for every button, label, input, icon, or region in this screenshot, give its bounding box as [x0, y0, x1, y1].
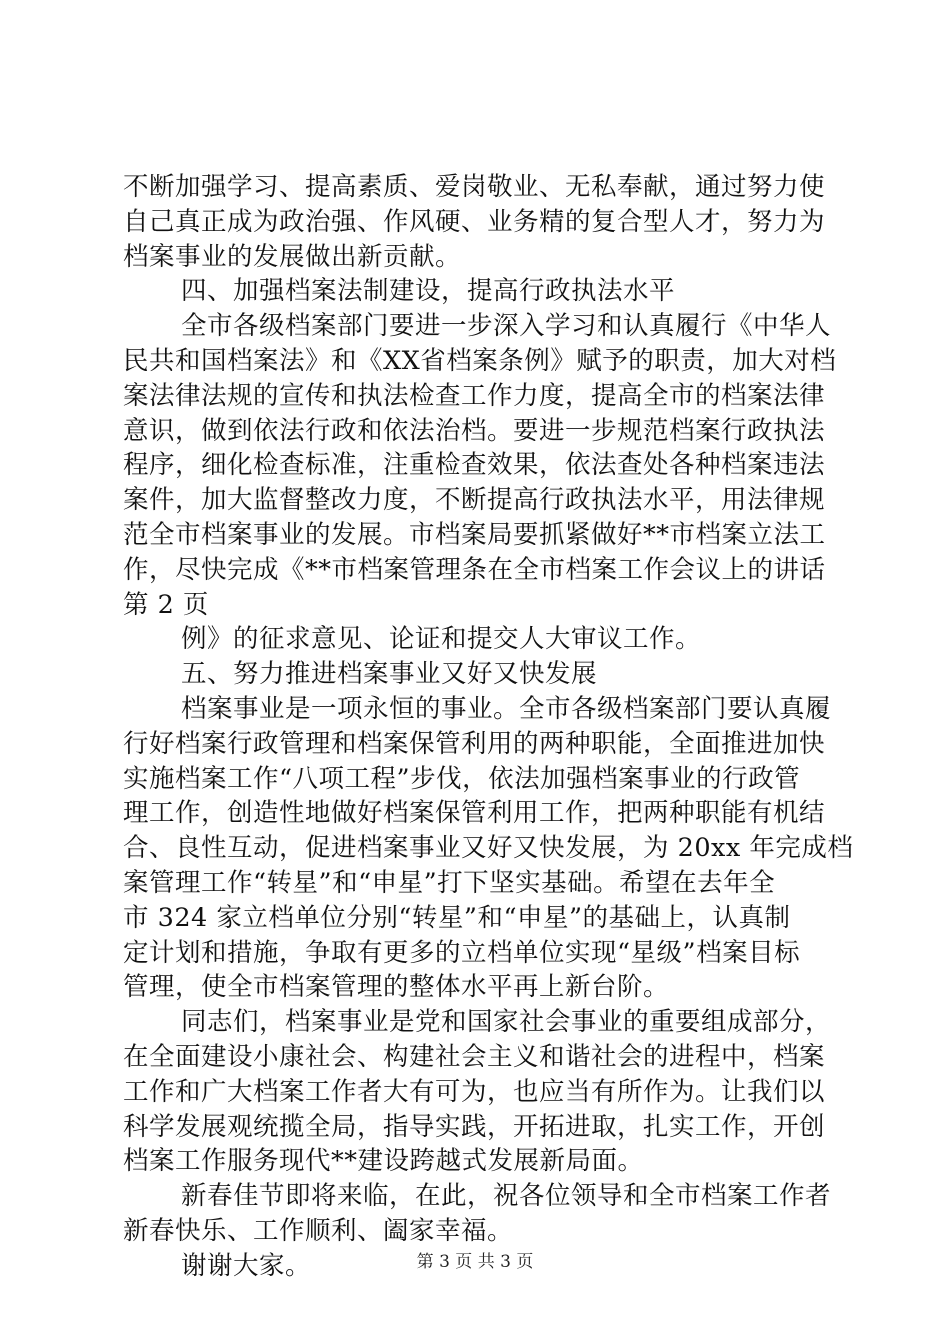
- text-line: 新春佳节即将来临，在此，祝各位领导和全市档案工作者: [181, 1181, 832, 1212]
- page-footer: 第 3 页 共 3 页: [416, 1252, 534, 1272]
- text-line: 理工作，创造性地做好档案保管利用工作，把两种职能有机结: [123, 798, 826, 829]
- text-line: 案管理工作“转星”和“申星”打下坚实基础。希望在去年全: [123, 867, 776, 898]
- text-line: 例》的征求意见、论证和提交人大审议工作。: [181, 624, 702, 655]
- text-line: 五、努力推进档案事业又好又快发展: [181, 659, 598, 690]
- text-line: 民共和国档案法》和《XX省档案条例》赋予的职责，加大对档: [123, 345, 837, 376]
- text-line: 全市各级档案部门要进一步深入学习和认真履行《中华人: [181, 311, 832, 342]
- text-line: 同志们，档案事业是党和国家社会事业的重要组成部分，: [181, 1007, 832, 1038]
- text-line: 案法律法规的宣传和执法检查工作力度，提高全市的档案法律: [123, 380, 826, 411]
- text-line: 作，尽快完成《**市档案管理条在全市档案工作会议上的讲话: [123, 554, 826, 585]
- text-line: 自己真正成为政治强、作风硬、业务精的复合型人才，努力为: [123, 206, 826, 237]
- text-line: 在全面建设小康社会、构建社会主义和谐社会的进程中，档案: [123, 1041, 826, 1072]
- text-line: 新春快乐、工作顺利、阖家幸福。: [123, 1215, 514, 1246]
- text-line: 档案事业是一项永恒的事业。全市各级档案部门要认真履: [181, 693, 832, 724]
- text-line: 工作和广大档案工作者大有可为，也应当有所作为。让我们以: [123, 1076, 826, 1107]
- text-line: 市 324 家立档单位分别“转星”和“申星”的基础上，认真制: [123, 902, 791, 933]
- text-line: 不断加强学习、提高素质、爱岗敬业、无私奉献，通过努力使: [123, 172, 826, 202]
- text-line: 四、加强档案法制建设，提高行政执法水平: [181, 276, 676, 307]
- text-line: 案件，加大监督整改力度，不断提高行政执法水平，用法律规: [123, 485, 826, 516]
- text-line: 档案工作服务现代**建设跨越式发展新局面。: [123, 1146, 644, 1177]
- text-line: 谢谢大家。: [181, 1250, 312, 1281]
- text-line: 科学发展观统揽全局，指导实践，开拓进取，扎实工作，开创: [123, 1111, 826, 1142]
- text-line: 合、良性互动，促进档案事业又好又快发展，为 20xx 年完成档: [123, 833, 854, 864]
- text-line: 档案事业的发展做出新贡献。: [123, 241, 462, 272]
- text-line: 范全市档案事业的发展。市档案局要抓紧做好**市档案立法工: [123, 519, 826, 550]
- text-line: 管理，使全市档案管理的整体水平再上新台阶。: [123, 972, 670, 1003]
- text-line: 定计划和措施，争取有更多的立档单位实现“星级”档案目标: [123, 937, 801, 968]
- text-line: 程序，细化检查标准，注重检查效果，依法查处各种档案违法: [123, 450, 826, 481]
- text-line: 意识，做到依法行政和依法治档。要进一步规范档案行政执法: [123, 415, 826, 446]
- text-line: 实施档案工作“八项工程”步伐，依法加强档案事业的行政管: [123, 763, 801, 794]
- text-line: 第 2 页: [123, 589, 209, 620]
- document-body: [123, 170, 854, 1284]
- text-line: 行好档案行政管理和档案保管利用的两种职能，全面推进加快: [123, 728, 826, 759]
